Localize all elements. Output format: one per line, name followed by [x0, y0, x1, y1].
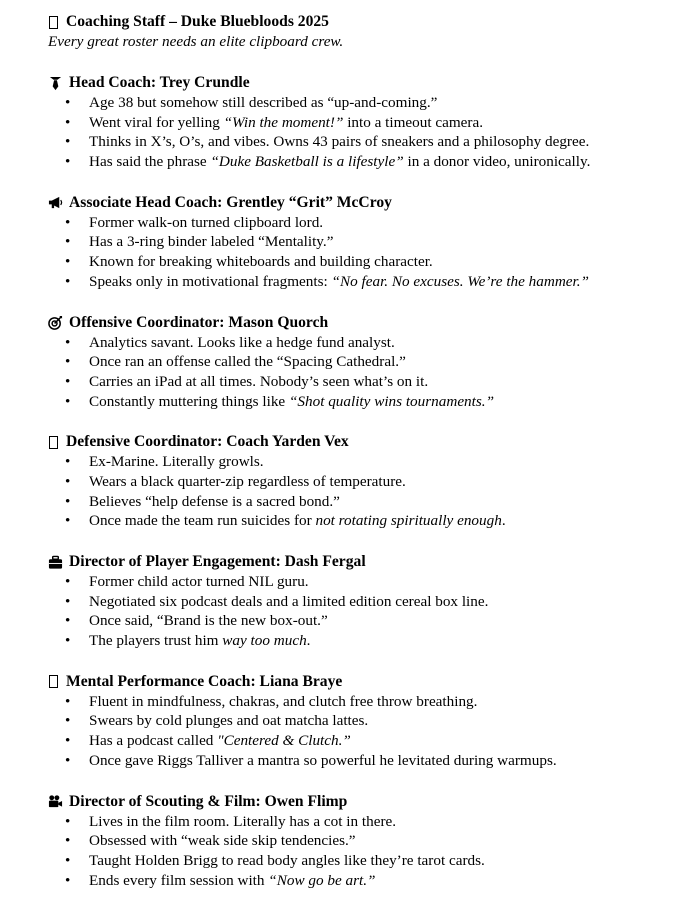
bullet-text: Thinks in X’s, O’s, and vibes. Owns 43 pairs of sneakers and a philosophy degree. [89, 133, 590, 151]
bullet-item [48, 213, 688, 233]
section-heading [48, 792, 688, 812]
necktie-icon [48, 76, 63, 91]
bullet-item [48, 333, 688, 353]
bullet-text: Known for breaking whiteboards and building character. [89, 253, 433, 271]
bullet-item [48, 152, 688, 172]
bullet-text: Believes “help defense is a sacred bond.” [89, 492, 340, 510]
bullet-item [48, 731, 688, 751]
bullet-text: Negotiated six podcast deals and a limited edition cereal box line. [89, 592, 489, 610]
bullet-list [48, 93, 688, 172]
bullet-text: Obsessed with “weak side skip tendencies.” [89, 832, 356, 850]
bullet-item [48, 831, 688, 851]
italic-text: not rotating spiritually enough [315, 512, 502, 530]
briefcase-icon [48, 555, 63, 570]
bullet-item [48, 631, 688, 651]
bullet-text: into a timeout camera. [343, 113, 483, 131]
section-heading-text: Offensive Coordinator: Mason Quorch [69, 313, 329, 331]
bullet-text: Once made the team run suicides for [89, 512, 316, 530]
section-heading [48, 313, 688, 333]
missing-glyph-icon [49, 16, 58, 29]
missing-glyph-icon [49, 436, 58, 449]
bullet-item [48, 592, 688, 612]
bullet-text: Former child actor turned NIL guru. [89, 573, 309, 590]
bullet-item [48, 812, 688, 832]
bullet-item [48, 392, 688, 412]
bullet-text: Went viral for yelling [89, 113, 224, 131]
bullet-text: Ex-Marine. Literally growls. [89, 453, 264, 471]
staff-section [48, 432, 688, 531]
document-title [48, 12, 688, 32]
bullet-item [48, 511, 688, 531]
bullet-item [48, 572, 688, 592]
bullet-list [48, 452, 688, 531]
bullet-item [48, 272, 688, 292]
bullet-text: Constantly muttering things like [89, 392, 289, 410]
bullet-text: Has said the phrase [89, 153, 211, 171]
bullet-text: Carries an iPad at all times. Nobody’s seen what’s on it. [89, 372, 429, 390]
missing-glyph-icon [49, 675, 58, 688]
section-heading-text: Associate Head Coach: Grentley “Grit” McCroy [69, 193, 392, 211]
bullet-text: Lives in the film room. Literally has a cot in there. [89, 812, 397, 830]
section-heading [48, 432, 688, 452]
italic-text: “No fear. No excuses. We’re the hammer.” [331, 272, 590, 290]
bullet-list [48, 572, 688, 651]
bullet-text: in a donor video, unironically. [403, 153, 591, 171]
bullet-item [48, 372, 688, 392]
italic-text: “Now go be art.” [268, 871, 376, 889]
section-heading-text: Head Coach: Trey Crundle [69, 74, 250, 91]
bullet-text: Fluent in mindfulness, chakras, and clutch free throw breathing. [89, 692, 478, 710]
bullet-list [48, 812, 688, 891]
bullet-item [48, 851, 688, 871]
section-heading [48, 552, 688, 572]
document-title-text: Coaching Staff – Duke Bluebloods 2025 [66, 13, 329, 30]
italic-text: “Shot quality wins tournaments.” [288, 392, 495, 410]
bullet-text: Speaks only in motivational fragments: [89, 272, 332, 290]
bullet-list [48, 692, 688, 771]
section-heading-text: Mental Performance Coach: Liana Braye [66, 672, 343, 690]
bullet-item [48, 472, 688, 492]
document-subtitle: Every great roster needs an elite clipboard crew. [48, 33, 344, 50]
section-heading [48, 672, 688, 692]
staff-section [48, 792, 688, 891]
staff-section [48, 552, 688, 651]
bullet-text: Age 38 but somehow still described as “up-and-coming.” [89, 94, 438, 111]
bullet-item [48, 352, 688, 372]
italic-text: “Duke Basketball is a lifestyle” [210, 153, 404, 171]
bullet-text: Has a podcast called [89, 732, 218, 750]
staff-sections [48, 73, 688, 890]
bullet-text: Wears a black quarter-zip regardless of temperature. [89, 472, 406, 490]
megaphone-icon [48, 195, 63, 210]
bullet-item [48, 692, 688, 712]
movie-camera-icon [48, 794, 63, 809]
section-heading-text: Defensive Coordinator: Coach Yarden Vex [66, 433, 349, 451]
section-heading-text: Director of Scouting & Film: Owen Flimp [69, 792, 348, 810]
bullet-item [48, 711, 688, 731]
bullet-text: Once gave Riggs Talliver a mantra so powerful he levitated during warmups. [89, 751, 557, 769]
bullet-item [48, 113, 688, 133]
bullet-text: Taught Holden Brigg to read body angles like they’re tarot cards. [89, 851, 485, 869]
bullet-item [48, 452, 688, 472]
bullet-item [48, 492, 688, 512]
bullet-text: . [306, 632, 311, 650]
section-heading-text: Director of Player Engagement: Dash Fergal [69, 553, 366, 570]
bullet-item [48, 232, 688, 252]
italic-text: way too much [222, 632, 307, 650]
staff-section [48, 193, 688, 292]
bullet-item [48, 611, 688, 631]
target-icon [48, 315, 63, 330]
bullet-text: . [501, 512, 506, 530]
bullet-list [48, 213, 688, 292]
bullet-text: Has a 3-ring binder labeled “Mentality.” [89, 233, 334, 251]
bullet-item [48, 751, 688, 771]
bullet-text: Once ran an offense called the “Spacing Cathedral.” [89, 353, 406, 371]
italic-text: "Centered & Clutch.” [217, 732, 351, 750]
bullet-text: Once said, “Brand is the new box-out.” [89, 612, 328, 630]
bullet-text: The players trust him [89, 632, 223, 650]
bullet-item [48, 132, 688, 152]
bullet-item [48, 93, 688, 113]
bullet-text: Ends every film session with [89, 871, 269, 889]
italic-text: “Win the moment!” [223, 113, 344, 131]
bullet-item [48, 871, 688, 891]
staff-section [48, 73, 688, 172]
bullet-text: Analytics savant. Looks like a hedge fund analyst. [89, 333, 395, 351]
bullet-list [48, 333, 688, 412]
staff-section [48, 313, 688, 412]
bullet-text: Former walk-on turned clipboard lord. [89, 213, 324, 231]
section-heading [48, 73, 688, 93]
staff-section [48, 672, 688, 771]
bullet-text: Swears by cold plunges and oat matcha lattes. [89, 712, 369, 730]
bullet-item [48, 252, 688, 272]
document [48, 12, 688, 890]
section-heading [48, 193, 688, 213]
